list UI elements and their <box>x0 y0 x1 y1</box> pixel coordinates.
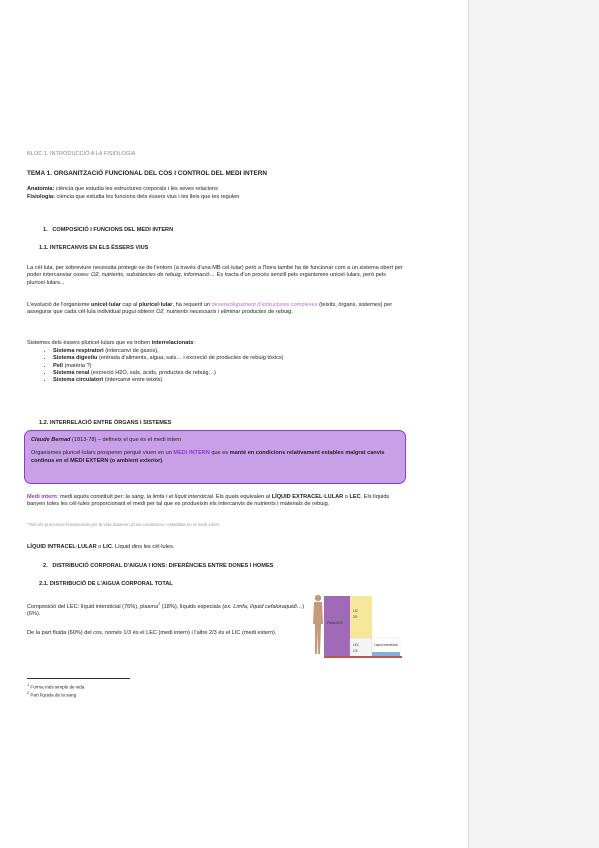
section-number: 2. <box>43 563 48 569</box>
plasma-bar <box>372 652 400 656</box>
text-run: . Els quals equivalen al <box>212 494 272 500</box>
fluid-bar <box>324 596 350 658</box>
callout-heading <box>31 437 399 444</box>
text-run: Es tracta d'un procés senzill pels organismes unicel·lulars, però pels pluricel·lulars... <box>27 272 386 286</box>
page-title: TEMA 1. ORGANITZACIÓ FUNCIONAL DEL COS I CONTROL DEL MEDI INTERN <box>27 170 268 177</box>
medi-intern-callout <box>24 430 406 484</box>
text-run: la sang, la limfa i el líquit intersticial <box>125 494 213 500</box>
text-run: . <box>291 309 293 316</box>
paragraph-evolution <box>27 302 405 317</box>
system-desc: (intercanvi entre teixits) <box>103 377 163 384</box>
text-run: LEC <box>349 494 361 500</box>
lic-fraction: 2/3 <box>353 615 358 619</box>
list-item <box>53 348 423 355</box>
footnote-number: 1 <box>27 683 30 687</box>
system-desc: (matèria ?) <box>62 362 92 369</box>
paragraph-lic <box>27 544 405 551</box>
list-item <box>53 377 423 384</box>
lec-label: LEC <box>353 643 360 647</box>
text-run: desenvolupament d'estructures complexes <box>211 302 318 308</box>
text-run: L'evolució de l'organisme <box>27 302 92 308</box>
silhouette-body <box>313 602 323 654</box>
figure-base-line <box>324 656 402 658</box>
definition-fisiologia <box>27 194 405 201</box>
text-run: (18%), líquids especials ( <box>160 603 225 610</box>
callout-content <box>31 437 399 465</box>
text-run: (teixits, òrgans, sistemes) per assegurar que cada cèl·lula individual pugui obtenir <box>27 302 393 316</box>
text-run: : medi aquós constituït per: <box>56 494 126 500</box>
footnote-text: Forma més simple de vida <box>29 684 85 690</box>
system-desc: (intercanvi de gasos), <box>103 348 159 354</box>
subsection-1-1-heading: 1.1. INTERCANVIS EN ELS ÉSSERS VIUS <box>39 245 149 251</box>
text-run: MEDI INTERN <box>173 450 210 457</box>
section-title: COMPOSICIÓ I FUNCIONS DEL MEDI INTERN <box>52 227 174 233</box>
paragraph-fluid-part: De la part fluida (60%) del cos, només 1/3 és el LEC (medi intern) i l'altre 2/3 és el LIC (medi extern). <box>27 630 277 636</box>
text-run: . Líquid dins les cèl·lules. <box>111 544 175 550</box>
silhouette-head <box>315 595 321 601</box>
text-run: La cèl·lula, per sobreviure necessita protegir-se de l'entorn (a través d'una MB cel·lular) però a l'hora també ha de funcionar com a un sistema obert per poder intercanviar coses: <box>27 265 403 279</box>
definition-term: Fisiologia: <box>27 194 55 200</box>
text-run: unicel·lular <box>91 302 121 308</box>
footnote-text: Part líquida de la sang <box>29 692 77 698</box>
text-run: Organismes pluricel·lulars prosperen perquè viuen en un <box>31 450 174 457</box>
text-run: LIC <box>102 544 112 550</box>
text-run: o <box>96 544 103 550</box>
definition-text: ciència que estudia les funcions dels éssers vius i les lleis que les regulen <box>54 194 240 200</box>
comments-sidebar <box>468 0 599 848</box>
list-item <box>53 363 423 370</box>
text-run: O2, nutrients, substàncies de rebuig, informació… <box>91 272 216 279</box>
text-run: Medi intern <box>27 494 57 500</box>
text-run: , ha requerit un <box>172 302 212 308</box>
body-fluid-figure <box>310 594 402 658</box>
definition-anatomia <box>27 186 405 193</box>
system-name: Sistema circulatori <box>53 377 104 384</box>
text-run: ) (6%). <box>27 603 305 618</box>
text-run: que es <box>209 450 230 457</box>
system-name: Pell <box>53 362 63 369</box>
text-run: Claude Bernad <box>31 437 71 443</box>
text-run: : <box>193 340 195 346</box>
system-name: Sistema respiratori <box>53 348 104 354</box>
footnote-number: 2 <box>27 691 30 695</box>
system-name: Sistema renal <box>53 369 90 376</box>
text-run: Sistemes dels éssers pluricel·lulars que es troben <box>27 340 152 346</box>
text-run: Composició del LEC: líquid intersticial (76%), plasma <box>27 603 159 610</box>
section-number: 1. <box>43 227 48 233</box>
section-title: DISTRIBUCIÓ CORPORAL D'AIGUA I IONS: DIFERÈNCIES ENTRE DONES I HOMES <box>52 563 274 569</box>
subsection-2-1-heading: 2.1. DISTRIBUCIÓ DE L'AIGUA CORPORAL TOTAL <box>39 581 173 587</box>
text-run: pluricel·lular <box>138 302 173 308</box>
system-name: Sistema digestiu <box>53 355 98 362</box>
interstitial-label: Líquid intersticial <box>374 643 398 647</box>
footnote-separator <box>27 678 130 679</box>
note-medi-intern: *Tots els processos fonamentals per la vida depenen d'una constància i estabilitat en el medi intern. <box>27 522 221 527</box>
section-2-heading <box>43 563 403 570</box>
text-run: o <box>343 494 350 500</box>
text-run: LÍQUID INTRACEL·LULAR <box>27 544 97 550</box>
text-run: O2, nutrients necessaris i eliminar productes de rebuig <box>156 309 292 316</box>
subsection-1-2-heading: 1.2. INTERRELACIÓ ENTRE ÒRGANS I SISTEMES <box>39 420 172 426</box>
text-run: ex. Limfa, líquid cefaloraquidi… <box>224 603 303 610</box>
systems-intro <box>27 340 405 347</box>
text-run: cap al <box>120 302 139 308</box>
systems-list <box>27 348 423 384</box>
footnote-ref: 2 <box>158 602 161 606</box>
text-run: . Els líquids banyen totes les cèl·lules proporcionant el medi per tal que es produeixin els intercanvis de nutrients i materials de rebuig. <box>27 494 390 508</box>
fluid-label: Fluids 60% <box>327 621 343 625</box>
text-run: LÍQUID EXTRACEL·LULAR <box>271 494 344 500</box>
list-item <box>53 370 423 377</box>
lec-bar <box>350 638 372 658</box>
paragraph-lec-composition <box>27 601 305 618</box>
lic-label: LIC <box>353 609 358 613</box>
text-run: (1813-78) – defineix el que és el medi intern <box>70 437 182 443</box>
text-run: interrelacionats <box>151 340 194 346</box>
footnote-2 <box>27 690 405 699</box>
page-header: BLOC 1. INTRODUCCIÓ A LA FISIOLOGIA <box>27 151 136 157</box>
system-desc: (excreció H2O, sals, àcids, productes de rebuig…) <box>89 369 216 376</box>
definition-term: Anatomia: <box>27 186 55 192</box>
callout-paragraph <box>31 450 399 465</box>
section-1-heading <box>43 227 403 234</box>
human-silhouette <box>313 595 323 654</box>
lec-fraction: 1/3 <box>353 649 358 653</box>
text-run: . <box>162 457 164 464</box>
paragraph-medi-intern <box>27 494 405 509</box>
definition-text: ciència que estudia les estructures corporals i les seves relacions <box>54 186 218 192</box>
text-run: manté en condicions relativament estables malgrat canvis continus en el MEDI EXTERN (o ambient exterior) <box>31 450 385 464</box>
system-desc: (entrada d'aliments, aigua, sals… i excreció de productes de rebuig tòxics) <box>97 355 284 362</box>
list-item <box>53 355 423 362</box>
paragraph-cell-exchange <box>27 265 405 287</box>
